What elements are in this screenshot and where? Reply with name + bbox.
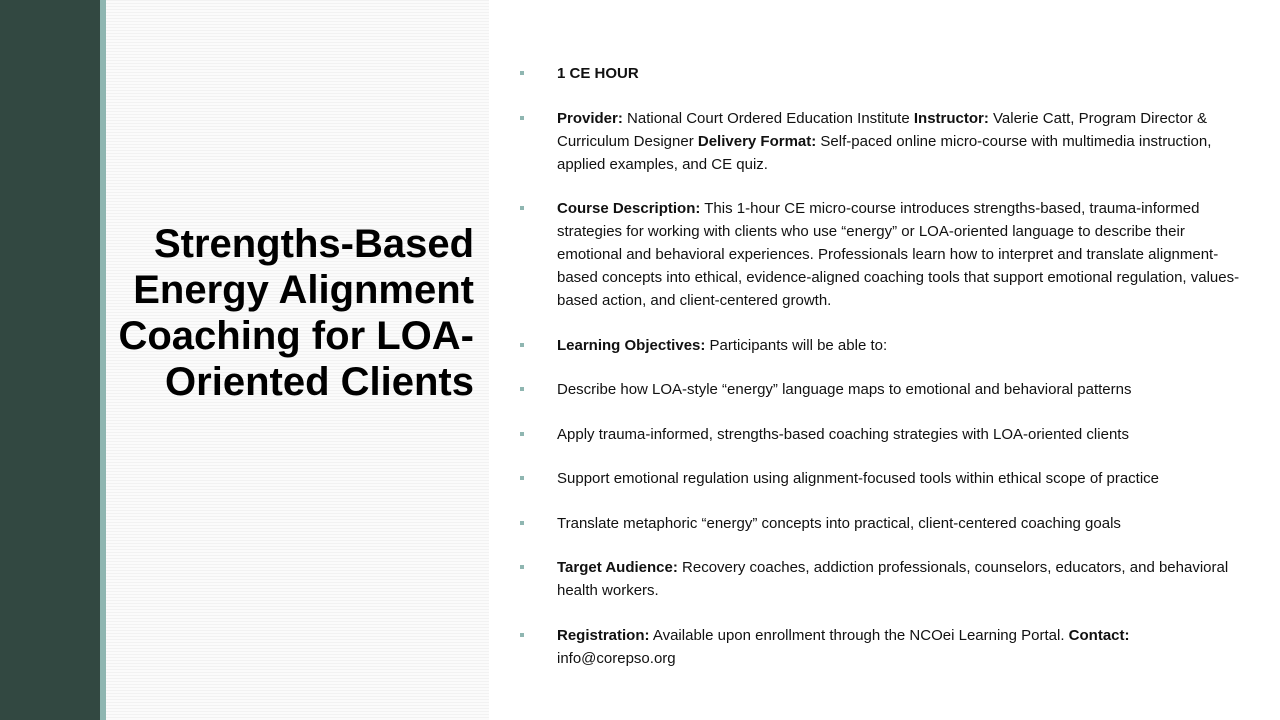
bullet-square-icon xyxy=(520,71,524,75)
bullet-square-icon xyxy=(520,387,524,391)
bullet-text xyxy=(557,627,1130,667)
bullet-label: Delivery Format: xyxy=(697,132,817,150)
bullet-segment: Recovery coaches, addiction professionals, counselors, educators, and behavioral health workers. xyxy=(557,559,1229,599)
bullet-item xyxy=(516,512,1246,535)
bullet-text xyxy=(557,515,1121,532)
bullet-square-icon xyxy=(520,432,524,436)
bullet-item xyxy=(516,334,1246,357)
bullet-square-icon xyxy=(520,116,524,120)
bullet-text xyxy=(557,200,1239,309)
title-panel xyxy=(106,0,489,720)
bullet-square-icon xyxy=(520,343,524,347)
bullet-segment: Available upon enrollment through the NCOei Learning Portal. xyxy=(649,626,1069,644)
bullet-square-icon xyxy=(520,521,524,525)
bullet-item xyxy=(516,62,1246,85)
bullet-text xyxy=(557,381,1131,398)
bullet-segment: Translate metaphoric “energy” concepts into practical, client-centered coaching goals xyxy=(557,514,1121,532)
bullet-list xyxy=(516,62,1246,670)
bullet-label: Contact: xyxy=(1068,626,1130,644)
bullet-item xyxy=(516,624,1246,670)
bullet-item xyxy=(516,107,1246,176)
bullet-label: Learning Objectives: xyxy=(557,336,706,354)
bullet-label: Instructor: xyxy=(913,109,989,127)
bullet-item xyxy=(516,197,1246,312)
bullet-square-icon xyxy=(520,476,524,480)
bullet-label: Target Audience: xyxy=(557,559,678,576)
bullet-label: 1 CE HOUR xyxy=(557,65,639,82)
bullet-text xyxy=(557,559,1228,599)
slide-title: Strengths-Based Energy Alignment Coaching for LOA-Oriented Clients xyxy=(118,222,474,404)
bullet-segment: Describe how LOA-style “energy” language maps to emotional and behavioral patterns xyxy=(557,381,1132,398)
bullet-text xyxy=(557,65,639,82)
bullet-text xyxy=(557,426,1129,443)
bullet-item xyxy=(516,467,1246,490)
bullet-text xyxy=(557,110,1211,173)
content-area xyxy=(516,62,1246,691)
left-dark-bar xyxy=(0,0,100,720)
bullet-item xyxy=(516,378,1246,401)
bullet-square-icon xyxy=(520,565,524,569)
bullet-item xyxy=(516,423,1246,446)
bullet-label: Registration: xyxy=(557,626,650,644)
bullet-square-icon xyxy=(520,633,524,637)
bullet-segment: National Court Ordered Education Institute xyxy=(622,109,914,127)
bullet-segment: Apply trauma-informed, strengths-based coaching strategies with LOA-oriented clients xyxy=(557,425,1129,443)
bullet-text xyxy=(557,470,1159,487)
bullet-segment: Participants will be able to: xyxy=(705,336,888,354)
bullet-segment: Support emotional regulation using alignment-focused tools within ethical scope of practice xyxy=(557,470,1160,487)
bullet-label: Course Description: xyxy=(557,200,701,217)
bullet-segment: This 1-hour CE micro-course introduces strengths-based, trauma-informed strategies for working with clients who use “energy” or LOA-oriented language to describe their emotional and behavioral experiences. Professionals learn how to interpret and translate alignment-based concepts into ethical, evidence-aligned coaching tools that support emotional regulation, values-based action, and client-centered growth. xyxy=(557,200,1240,309)
bullet-text xyxy=(557,337,887,354)
bullet-label: Provider: xyxy=(557,109,623,127)
bullet-segment: Valerie Catt, Program Director & Curriculum Designer xyxy=(557,109,1207,150)
bullet-item xyxy=(516,556,1246,602)
bullet-square-icon xyxy=(520,206,524,210)
bullet-segment: Self-paced online micro-course with multimedia instruction, applied examples, and CE quiz. xyxy=(557,132,1212,173)
bullet-segment: info@corepso.org xyxy=(557,649,676,667)
